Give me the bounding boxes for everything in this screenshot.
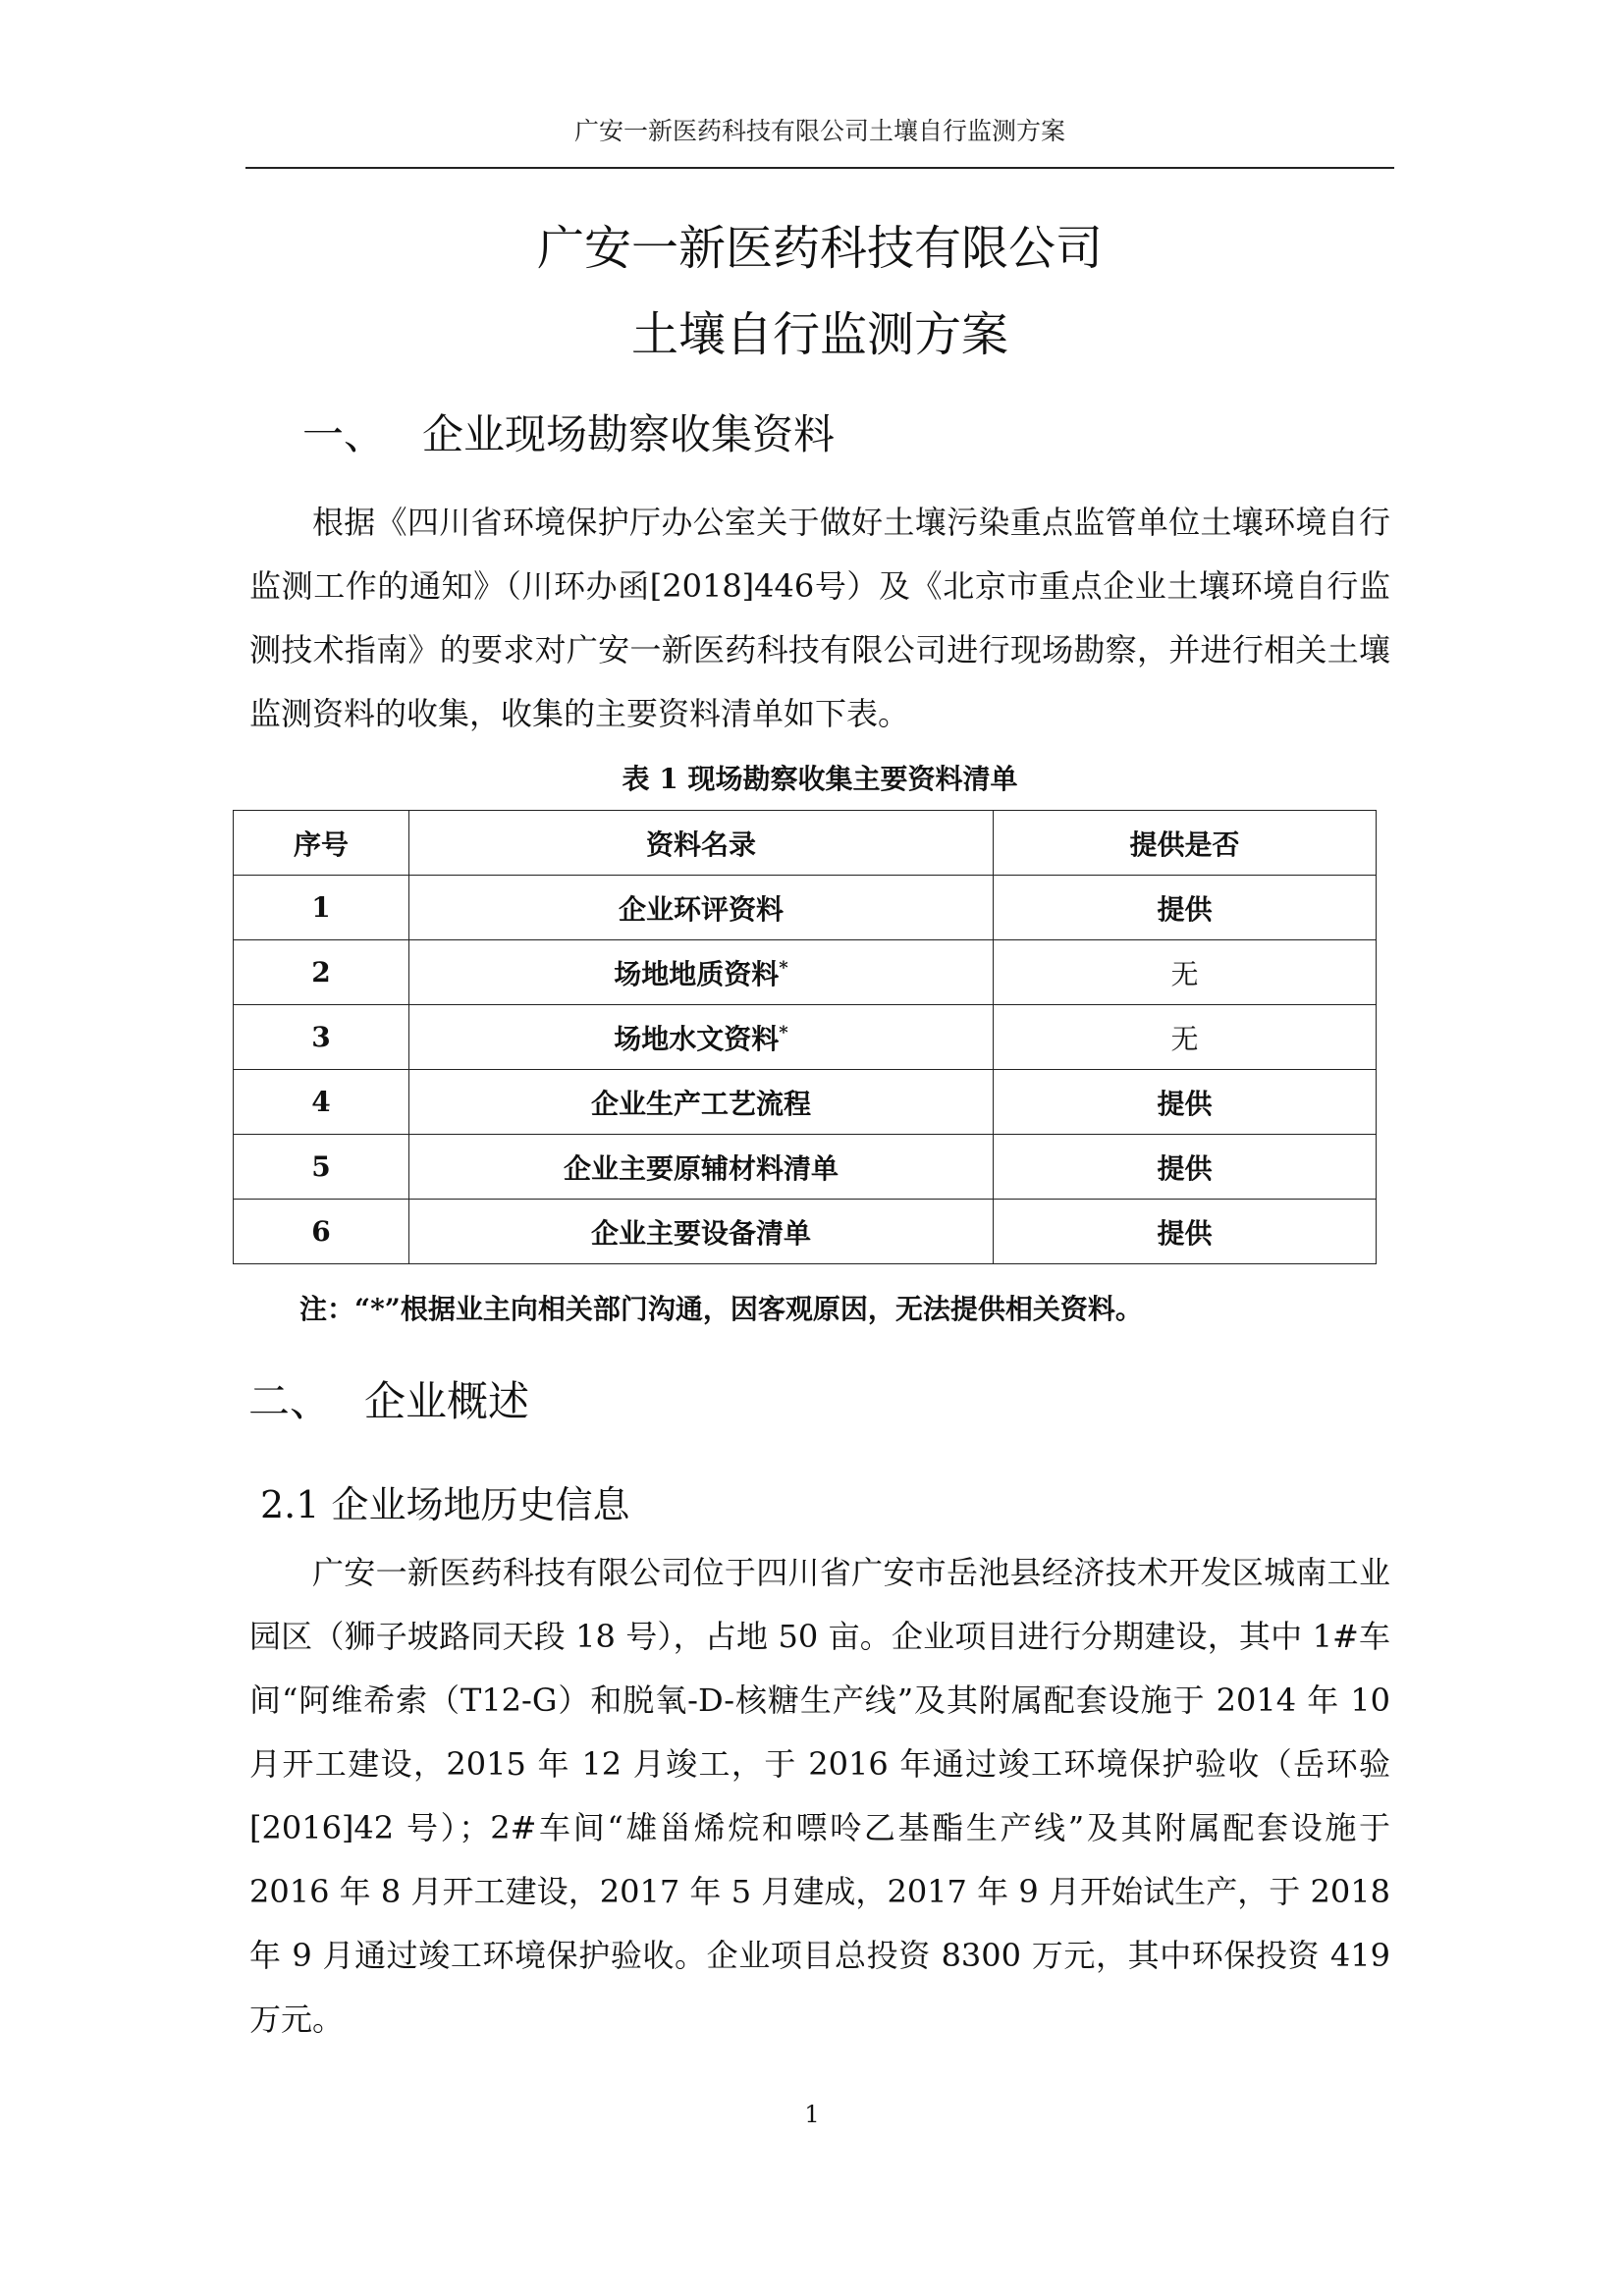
row-name-text: 场地水文资料 (614, 1022, 780, 1055)
table-note: 注：“*”根据业主向相关部门沟通，因客观原因，无法提供相关资料。 (299, 1293, 1143, 1325)
column-header-no: 序号 (234, 811, 409, 876)
header-divider (245, 167, 1394, 169)
row-name-text: 企业环评资料 (618, 892, 784, 926)
row-no: 4 (234, 1070, 409, 1135)
row-name (409, 1005, 994, 1070)
subsection-title: 企业场地历史信息 (331, 1483, 630, 1526)
footnote-mark: * (779, 1022, 788, 1043)
row-provided: 无 (994, 1005, 1377, 1070)
table-caption: 表 1 现场勘察收集主要资料清单 (622, 763, 1018, 795)
row-name (409, 1135, 994, 1200)
row-name-text: 场地地质资料 (614, 957, 780, 990)
row-no: 1 (234, 876, 409, 940)
row-provided: 提供 (994, 1200, 1377, 1264)
table-row (234, 1200, 1377, 1264)
section2-title: 企业概述 (364, 1377, 530, 1425)
table-row (234, 1135, 1377, 1200)
section1-title: 企业现场勘察收集资料 (422, 410, 836, 458)
document-title-line2: 土壤自行监测方案 (630, 307, 1008, 362)
row-provided: 提供 (994, 1070, 1377, 1135)
subsection-heading (260, 1474, 630, 1528)
section2-heading (248, 1369, 529, 1428)
materials-table (233, 810, 1377, 1264)
table-header-row (234, 811, 1377, 876)
row-name (409, 1200, 994, 1264)
subsection-number: 2.1 (260, 1483, 320, 1526)
row-no: 6 (234, 1200, 409, 1264)
table-row (234, 940, 1377, 1005)
row-no: 2 (234, 940, 409, 1005)
section1-heading (302, 402, 835, 461)
row-name (409, 1070, 994, 1135)
running-header: 广安一新医药科技有限公司土壤自行监测方案 (573, 117, 1065, 145)
row-provided: 无 (994, 940, 1377, 1005)
document-title-line1: 广安一新医药科技有限公司 (536, 221, 1103, 276)
row-name-text: 企业生产工艺流程 (590, 1087, 811, 1120)
section2-paragraph: 广安一新医药科技有限公司位于四川省广安市岳池县经济技术开发区城南工业园区（狮子坡路同天段 18 号），占地 50 亩。企业项目进行分期建设，其中 1#车间“阿维希索（T12-G）和脱氧-D-核糖生产线”及其附属配套设施于 2014 年 10 月开工建设，2015 年 12 月竣工，于 2016 年通过竣工环境保护验收（岳环验[2016]42 号）；2#车间“雄甾烯烷和嘌呤乙基酯生产线”及其附属配套设施于 2016 年 8 月开工建设，2017 年 5 月建成，2017 年 9 月开始试生产，于 2018 年 9 月通过竣工环境保护验收。企业项目总投资 8300 万元，其中环保投资 419 万元。 (249, 1554, 1390, 2038)
row-name (409, 940, 994, 1005)
row-provided: 提供 (994, 876, 1377, 940)
row-provided: 提供 (994, 1135, 1377, 1200)
row-no: 5 (234, 1135, 409, 1200)
table-row (234, 1070, 1377, 1135)
table-row (234, 876, 1377, 940)
row-no: 3 (234, 1005, 409, 1070)
table-row (234, 1005, 1377, 1070)
section1-paragraph: 根据《四川省环境保护厅办公室关于做好土壤污染重点监管单位土壤环境自行监测工作的通知》（川环办函[2018]446号）及《北京市重点企业土壤环境自行监测技术指南》的要求对广安一新医药科技有限公司进行现场勘察，并进行相关土壤监测资料的收集，收集的主要资料清单如下表。 (249, 504, 1390, 732)
row-name (409, 876, 994, 940)
row-name-text: 企业主要原辅材料清单 (563, 1151, 839, 1185)
section2-number: 二、 (248, 1377, 332, 1425)
row-name-text: 企业主要设备清单 (590, 1216, 811, 1250)
footnote-mark: * (779, 957, 788, 979)
section1-number: 一、 (302, 410, 386, 458)
column-header-name: 资料名录 (409, 811, 994, 876)
column-header-provided: 提供是否 (994, 811, 1377, 876)
page-number: 1 (804, 2101, 820, 2128)
